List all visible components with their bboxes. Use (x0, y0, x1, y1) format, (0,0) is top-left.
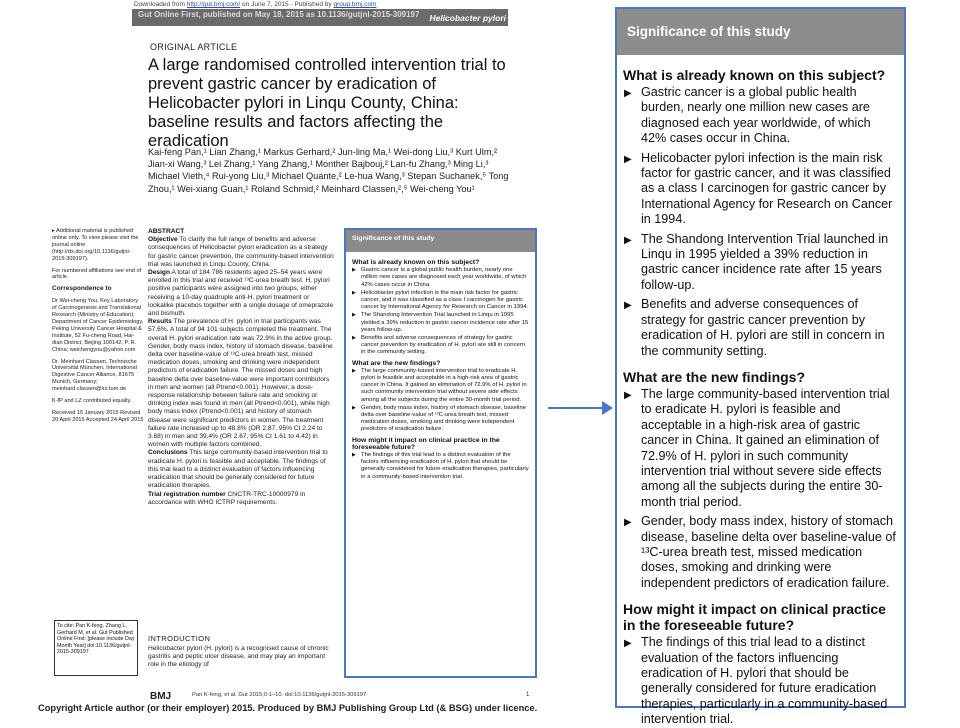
bmj-logo: BMJ (150, 691, 172, 702)
significance-box-zoomed (615, 7, 906, 727)
impact-item-small: ▶ The findings of this trial lead to a distinct evaluation of the factors influencing eradication of H. pylori that should be generally considered for future eradication therapies, particularly in a community-based intervention trial. (352, 452, 529, 481)
known-item: ▶ Helicobacter pylori infection is the main risk factor for gastric cancer, and it was classified as a class I carcinogen for gastric cancer by International Agency for Research on Cancer in 1994. (623, 151, 898, 228)
journal-section-label: Helicobacter pylori (429, 13, 506, 23)
introduction-heading: INTRODUCTION (148, 634, 211, 643)
article-title: A large randomised controlled intervention trial to prevent gastric cancer by eradication of Helicobacter pylori in Linqu County, China: baseline results and factors affecting the eradication (148, 56, 506, 150)
design-text: A total of 184 786 residents aged 25–54 years were enrolled in this trial and received ¹³C-urea breath test. H. pylori positive participants were assigned into two groups, either receiving a 10-day quadruple anti-H. pylori treatment or lookalike placebos together with a single dosage of omeprazole and bismuth. (148, 269, 334, 318)
impact-item: ▶ The findings of this trial lead to a distinct evaluation of the factors influencing eradication of H. pylori that should be generally considered for future eradication therapies, particularly in a community-based intervention trial. (623, 635, 898, 727)
impact-heading-small: How might it impact on clinical practice in the foreseeable future? (352, 436, 500, 451)
download-line (134, 1, 376, 8)
known-item-small: ▶ Benefits and adverse consequences of strategy for gastric cancer prevention by eradication of H. pylori are still in concern in the community setting. (352, 335, 529, 357)
equal-contribution-note: K-fP and LZ contributed equally. (52, 398, 132, 405)
correspondence-heading: Correspondence to (52, 285, 112, 293)
article-type: ORIGINAL ARTICLE (150, 42, 238, 52)
known-item-small: ▶ Gastric cancer is a global public health burden, nearly one million new cases are diagnosed each year worldwide, of which 42% cases occur in China. (352, 267, 529, 289)
known-item-small: ▶ Helicobacter pylori infection is the main risk factor for gastric cancer, and it was classified as a class I carcinogen for gastric cancer by International Agency for Research on Cancer in 1994. (352, 290, 529, 312)
impact-heading: How might it impact on clinical practice in the foreseeable future? (623, 601, 886, 634)
known-item: ▶ Benefits and adverse consequences of strategy for gastric cancer prevention by eradication of H. pylori are still in concern in the community setting. (623, 297, 898, 359)
known-item-small: ▶ The Shandong Intervention Trial launched in Linqu in 1995 yielded a 39% reduction in gastric cancer incidence rate after 15 years follow-up. (352, 312, 529, 334)
supplementary-note: ▸ Additional material is published online only. To view please visit the journal online (http://dx.doi.org/10.1136/gutjnl-2015-309197). (52, 228, 139, 262)
introduction-text: Helicobacter pylori (H. pylori) is a recognised cause of chronic gastritis and peptic ulcer disease, and may play an important role in the etiology of (148, 645, 329, 669)
correspondence-address-2: Dr. Meinhard Classen, Technische Universität München, International Digestive Cancer Alliance, 81675 Munich, Germany; meinhard.classen@lrz.tum.de (52, 358, 137, 393)
known-item: ▶ Gastric cancer is a global public health burden, nearly one million new cases are diagnosed each year worldwide, of which 42% cases occur in China. (623, 85, 898, 147)
new-finding-item-small: ▶ Gender, body mass index, history of stomach disease, baseline delta over baseline-value of ¹³C-urea breath test, missed medication doses, smoking and drinking were independent predictors of eradication failure. (352, 405, 529, 434)
objective-text: To clarify the full range of benefits and adverse consequences of Helicobacter pylori eradication as a strategy for gastric cancer prevention, the community-based intervention trial was launched in Linqu County, China. (148, 236, 334, 268)
new-finding-item: ▶ Gender, body mass index, history of stomach disease, baseline delta over baseline-value of ¹³C-urea breath test, missed medication doses, smoking and drinking were independent predictors of eradication failure. (623, 514, 898, 591)
download-mid: on June 7, 2015 - Published by (242, 1, 332, 8)
new-findings-heading-small: What are the new findings? (352, 359, 441, 367)
new-findings-heading: What are the new findings? (623, 368, 806, 385)
objective-label: Objective (148, 236, 178, 244)
conclusions-label: Conclusions (148, 449, 188, 457)
affiliations-note: For numbered affiliations see end of article. (52, 267, 142, 281)
known-heading-small: What is already known on this subject? (352, 259, 480, 266)
footer-citation: Pan K-feng, et al. Gut 2015;0:1–10. doi:10.1136/gutjnl-2015-309197 (192, 692, 367, 698)
results-label: Results (148, 318, 172, 326)
conclusions-text: This large community-based intervention trial to eradicate H. pylori is feasible and acceptable. The findings of this trial lead to a distinct evaluation of factors influencing eradication that should be generally considered for future eradication therapies. (148, 449, 328, 490)
known-heading: What is already known on this subject? (623, 67, 886, 83)
new-finding-item-small: ▶ The large community-based intervention trial to eradicate H. pylori is feasible and acceptable in a high-risk area of gastric cancer in China. It gained an elimination of 72.9% of H. pylori in such community intervention trial without severe side effects among all the subjects during the entire 30-month trial period. (352, 368, 529, 404)
author-list: Kai-feng Pan,¹ Lian Zhang,¹ Markus Gerhard,² Jun-ling Ma,¹ Wei-dong Liu,³ Kurt Ulm,² Jian-xi Wang,³ Lei Zhang,¹ Yang Zhang,¹ Monther Bajbouj,² Lan-fu Zhang,³ Ming Li,³ Michael Vieth,⁴ Rui-yong Liu,³ Michael Quante,² Le-hua Wang,³ Stepan Suchanek,⁵ Tong Zhou,¹ Wei-xiang Guan,¹ Roland Schmid,² Meinhard Classen,²,⁵ Wei-cheng You¹ (148, 147, 509, 194)
known-item: ▶ The Shandong Intervention Trial launched in Linqu in 1995 yielded a 39% reduction in gastric cancer incidence rate after 15 years follow-up. (623, 232, 898, 294)
correspondence-address: Dr Wei-cheng You, Key Laboratory of Carcinogenesis and Translational Research (Ministry of Education), Department of Cancer Epidemiology, Peking University Cancer Hospital & Institute, 52 Fu-cheng Road, Hai-dian District, Beijing 100142, P. R. China; weichengyou@yahoo.com (52, 298, 144, 353)
significance-header: Significance of this study (617, 9, 904, 55)
cite-box: To cite: Pan K-feng, Zhang L, Gerhard M, et al. Gut Published Online First: [please include Day Month Year] doi:10.1136/gutjnl-2015-309197 (54, 620, 138, 676)
page-number: 1 (526, 692, 530, 698)
download-link-group[interactable]: group.bmj.com (333, 1, 377, 8)
zoom-arrow-shaft (548, 407, 604, 409)
copyright-line: Copyright Article author (or their employer) 2015. Produced by BMJ Publishing Group Ltd (& BSG) under licence. (38, 703, 538, 713)
results-text: The prevalence of H. pylori in trial participants was 57.6%. A total of 94 101 subjects completed the treatment. The overall H. pylori eradication rate was 72.9% in the active group. Gender, body mass index, history of stomach disease, baseline delta over baseline-value of ¹³C-urea breath test, missed medication doses, smoking and drinking were independent predictors of eradication failure. The missed doses and high baseline delta over baseline-value were important contributors in men and women (all Ptrend<0.001). However, a dose-response relationship between failure rate and smoking or drinking index was found in men (all Ptrend<0.001), while high body mass index (Ptrend<0.001) and history of stomach disease were significant predictors in women. The treatment failure rate increased up to 48.8% (OR 2.87, 95% CI 2.24 to 3.68) in men and 39.4% (OR 2.67, 95% CI 1.61 to 4.42) in women with multiple factors combined. (148, 318, 333, 449)
significance-box-small-header: Significance of this study (346, 230, 535, 252)
download-prefix: Downloaded from (134, 1, 185, 8)
online-first-line: Gut Online First, published on May 18, 2015 as 10.1136/gutjnl-2015-309197 (138, 10, 420, 19)
article-page (22, 0, 550, 720)
article-sidebar (52, 228, 144, 429)
received-dates: Received 15 January 2015 Revised 20 April 2015 Accepted 24 April 2015 (52, 409, 144, 423)
design-label: Design (148, 269, 170, 277)
trial-registration-label: Trial registration number (148, 490, 226, 498)
significance-box-small (344, 228, 537, 678)
trial-registration-text: ChiCTR-TRC-10000979 in accordance with WHO ICTRP requirements. (148, 490, 306, 506)
download-link-gut[interactable]: http://gut.bmj.com/ (186, 1, 241, 8)
arrow-right-icon (602, 401, 613, 415)
abstract (148, 228, 334, 507)
new-finding-item: ▶ The large community-based intervention trial to eradicate H. pylori is feasible and acceptable in a high-risk area of gastric cancer in China. It gained an elimination of 72.9% of H. pylori in such community intervention trial without severe side effects among all the subjects during the entire 30-month trial period. (623, 387, 898, 510)
abstract-heading: ABSTRACT (148, 228, 185, 235)
